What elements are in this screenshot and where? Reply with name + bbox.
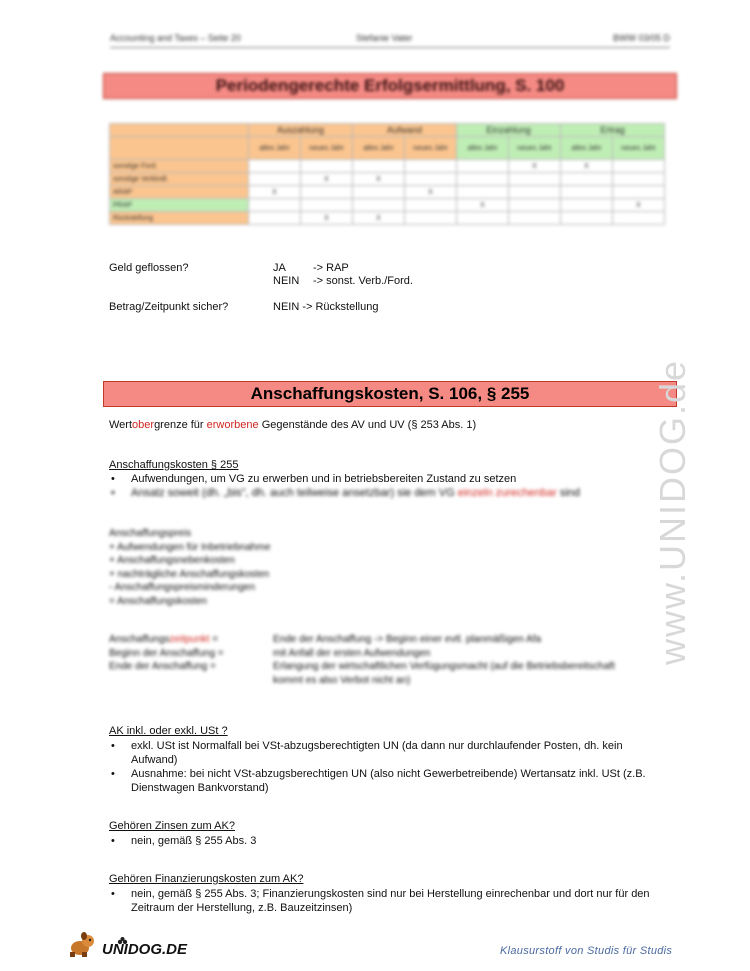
- zeitpunkt-term: [109, 647, 224, 661]
- intro-part: Wert: [109, 419, 133, 431]
- watermark-text: www.UNIDOG.de: [655, 358, 693, 665]
- table-cell: [405, 199, 457, 212]
- answer-nein: NEIN: [273, 275, 300, 287]
- list-item: • Aufwendungen, um VG zu erwerben und in betriebsbereiten Zustand zu setzen: [109, 472, 669, 486]
- table-row: [110, 212, 665, 225]
- intro-part: Gegenstände des AV und UV (§ 253 Abs. 1): [258, 419, 477, 431]
- answer-nein-result: -> sonst. Verb./Ford.: [313, 275, 413, 287]
- calc-scheme: [109, 527, 271, 608]
- zeitpunkt-definition: mit Anfall der ersten Aufwendungen: [273, 647, 431, 659]
- table-subheader: neues Jahr: [301, 137, 353, 160]
- table-group-header: Aufwand: [353, 124, 457, 137]
- table-cell: [405, 212, 457, 225]
- table-cell: [561, 186, 613, 199]
- zeitpunkt-definition: Ende der Anschaffung -> Beginn einer evtl. planmäßigen Afa: [273, 634, 542, 645]
- table-cell: X: [509, 160, 561, 173]
- zeitpunkt-definition: kommt es also Verbot nicht an): [273, 674, 411, 686]
- table-cell: [457, 212, 509, 225]
- calc-line: Anschaffungspreis: [109, 528, 192, 539]
- table-group-header: Ertrag: [561, 124, 665, 137]
- zeitpunkt-definition: Erlangung der wirtschaftlichen Verfügungsmacht (auf die Betriebsbereitschaft: [273, 661, 615, 672]
- table-cell: [561, 173, 613, 186]
- table-cell: X: [353, 173, 405, 186]
- table-row: [110, 199, 665, 212]
- bullet-text: Ansatz soweit (dh. „bis", dh. auch teilweise ansetzbar) sie dem VG: [131, 487, 458, 499]
- table-cell: [301, 160, 353, 173]
- page-header: [110, 33, 670, 48]
- list-item: • nein, gemäß § 255 Abs. 3: [109, 834, 654, 848]
- table-corner: [110, 124, 249, 137]
- table-subheader: altes Jahr: [457, 137, 509, 160]
- table-cell: X: [353, 212, 405, 225]
- table-cell: [301, 199, 353, 212]
- table-cell: [405, 173, 457, 186]
- footer-slogan: Klausurstoff von Studis für Studis: [500, 945, 673, 957]
- calc-line: + Anschaffungsnebenkosten: [109, 555, 235, 566]
- list-item: • exkl. USt ist Normalfall bei VSt-abzugsberechtigten UN (da dann nur durchlaufender Posten, dh. kein Aufwand): [109, 739, 654, 767]
- answer-ja: JA: [273, 262, 286, 274]
- intro-part: grenze für: [154, 419, 207, 431]
- section-title-periodengerechte: Periodengerechte Erfolgsermittlung, S. 100: [103, 73, 677, 99]
- row-label: Rückstellung: [110, 212, 249, 225]
- ust-heading: AK inkl. oder exkl. USt ?: [109, 725, 228, 737]
- zeitpunkt-row: [109, 633, 669, 647]
- table-cell: [457, 160, 509, 173]
- header-right: BWW 03/05 D: [612, 33, 670, 43]
- question-betrag: Betrag/Zeitpunkt sicher?: [109, 301, 229, 313]
- bullet-text: sind: [556, 487, 581, 499]
- table-cell: [613, 160, 665, 173]
- accrual-matrix-table: [109, 123, 665, 225]
- table-corner: [110, 137, 249, 160]
- header-left: Accounting and Taxes – Seite 20: [110, 33, 241, 43]
- ust-bullets: [109, 739, 654, 795]
- intro-highlight-erworbene: erworbene: [206, 419, 259, 431]
- table-cell: [249, 212, 301, 225]
- table-cell: [353, 186, 405, 199]
- finanzierung-heading: Gehören Finanzierungskosten zum AK?: [109, 873, 304, 885]
- table-cell: [249, 199, 301, 212]
- header-center: Stefanie Vater: [356, 33, 413, 43]
- table-subheader: altes Jahr: [561, 137, 613, 160]
- table-subheader: neues Jahr: [613, 137, 665, 160]
- list-item: • Ausnahme: bei nicht VSt-abzugsberechtigen UN (also nicht Gewerbetreibende) Wertansatz inkl. USt (z.B. Dienstwagen Bankvorstand): [109, 767, 654, 795]
- row-label: ARAP: [110, 186, 249, 199]
- ak-heading: Anschaffungskosten § 255: [109, 459, 239, 471]
- term-part: =: [209, 634, 219, 645]
- table-cell: [509, 173, 561, 186]
- list-item: • nein, gemäß § 255 Abs. 3; Finanzierungskosten sind nur bei Herstellung einrechenbar und dort nur für den Zeitraum der Herstellung, z.B. Bauzeitzinsen): [109, 887, 654, 915]
- answer-ja-result: -> RAP: [313, 262, 349, 274]
- table-cell: X: [405, 186, 457, 199]
- zeitpunkt-term: [109, 633, 218, 647]
- table-cell: X: [301, 173, 353, 186]
- table-cell: [509, 199, 561, 212]
- table-subheader: altes Jahr: [353, 137, 405, 160]
- section-title-anschaffungskosten: Anschaffungskosten, S. 106, § 255: [103, 381, 677, 407]
- table-group-header: Einzahlung: [457, 124, 561, 137]
- term-highlight: zeitpunkt: [169, 634, 210, 645]
- table-cell: [353, 199, 405, 212]
- row-label: sonstige Verbindl.: [110, 173, 249, 186]
- zeitpunkt-row: [109, 660, 669, 674]
- zinsen-heading: Gehören Zinsen zum AK?: [109, 820, 235, 832]
- zeitpunkt-block: [109, 633, 669, 687]
- table-cell: X: [301, 212, 353, 225]
- zeitpunkt-term: [109, 660, 216, 674]
- list-item: [109, 486, 669, 500]
- table-cell: X: [613, 199, 665, 212]
- table-cell: [509, 212, 561, 225]
- term-part: Ende der Anschaffung =: [109, 661, 216, 672]
- calc-line: + Aufwendungen für Inbetriebnahme: [109, 541, 271, 553]
- table-cell: [301, 186, 353, 199]
- table-cell: [457, 186, 509, 199]
- row-label: sonstige Ford.: [110, 160, 249, 173]
- table-cell: [509, 186, 561, 199]
- table-row: [110, 160, 665, 173]
- table-subheader: neues Jahr: [509, 137, 561, 160]
- intro-line: [109, 419, 476, 431]
- intro-highlight-ober: ober: [132, 419, 155, 431]
- table-cell: [561, 212, 613, 225]
- unidog-logo: [68, 930, 188, 960]
- table-cell: [353, 160, 405, 173]
- table-cell: X: [561, 160, 613, 173]
- logo-text: UNIDOG.DE: [102, 941, 188, 958]
- table-cell: [613, 186, 665, 199]
- bullet-highlight: einzeln zurechenbar: [457, 487, 557, 499]
- row-label: PRAP: [110, 199, 249, 212]
- table-subheader: neues Jahr: [405, 137, 457, 160]
- table-subheader: altes Jahr: [249, 137, 301, 160]
- table-cell: X: [457, 199, 509, 212]
- term-part: Beginn der Anschaffung =: [109, 647, 224, 659]
- answer-rueckstellung: NEIN -> Rückstellung: [273, 301, 379, 313]
- table-cell: X: [249, 186, 301, 199]
- question-geld: Geld geflossen?: [109, 262, 189, 274]
- finanzierung-bullets: [109, 887, 654, 915]
- zeitpunkt-row: [109, 647, 669, 661]
- zinsen-bullets: [109, 834, 654, 848]
- watermark: [655, 240, 695, 670]
- table-group-header: Auszahlung: [249, 124, 353, 137]
- zeitpunkt-row: [109, 674, 669, 688]
- table-cell: [457, 173, 509, 186]
- table-cell: [249, 160, 301, 173]
- table-cell: [613, 212, 665, 225]
- table-row: [110, 173, 665, 186]
- calc-line: + nachträgliche Anschaffungskosten: [109, 568, 270, 580]
- table-cell: [405, 160, 457, 173]
- calc-line: = Anschaffungskosten: [109, 595, 207, 607]
- dog-icon: [70, 932, 94, 957]
- calc-line: - Anschaffungspreisminderungen: [109, 582, 256, 593]
- term-part: Anschaffungs: [109, 634, 170, 645]
- table-cell: [561, 199, 613, 212]
- table-cell: [613, 173, 665, 186]
- table-cell: [249, 173, 301, 186]
- table-row: [110, 186, 665, 199]
- ak-bullets: [109, 472, 669, 500]
